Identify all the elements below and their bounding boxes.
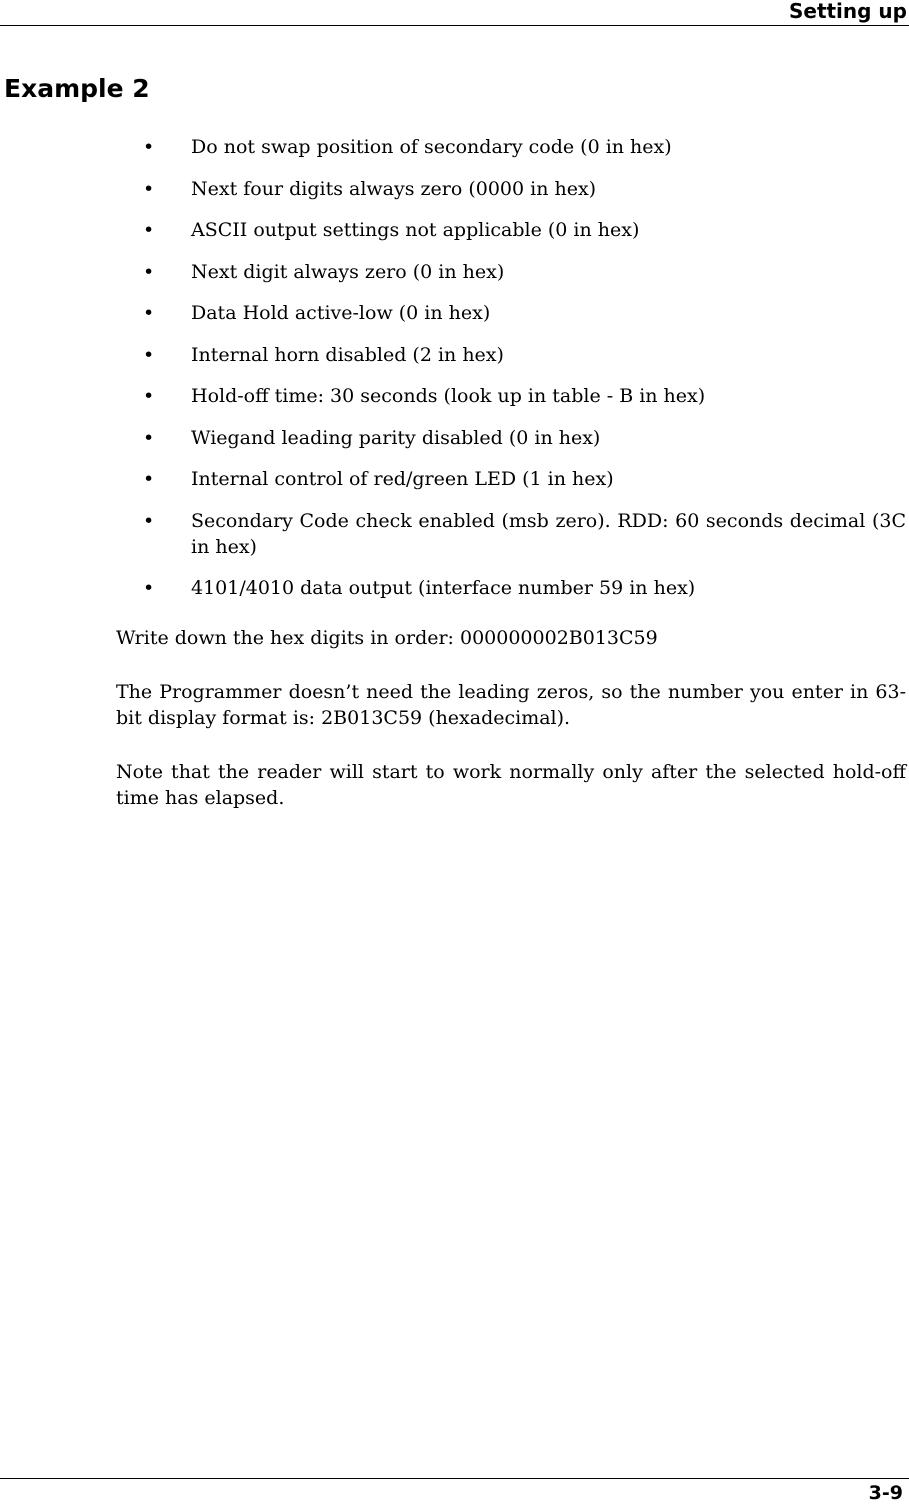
list-item-text: Internal horn disabled (2 in hex) <box>191 343 504 366</box>
bullet-icon: • <box>143 385 155 407</box>
list-item-text: Secondary Code check enabled (msb zero). RDD: 60 seconds decimal (3C in hex) <box>191 509 906 558</box>
list-item <box>0 259 906 285</box>
list-item <box>0 134 906 160</box>
bullet-icon: • <box>143 468 155 490</box>
list-item-text: Next four digits always zero (0000 in hex) <box>191 177 597 200</box>
list-item-text: Hold-off time: 30 seconds (look up in table - B in hex) <box>191 385 706 407</box>
bullet-icon: • <box>143 426 155 449</box>
list-item-text: Next digit always zero (0 in hex) <box>191 260 505 283</box>
bullet-icon: • <box>143 136 155 158</box>
hex-digits-paragraph: Write down the hex digits in order: 000000002B013C59 <box>116 627 658 649</box>
list-item <box>0 383 906 409</box>
list-item <box>0 300 906 326</box>
list-item <box>0 176 906 202</box>
list-item-text: ASCII output settings not applicable (0 in hex) <box>191 219 640 241</box>
programmer-entry-paragraph: The Programmer doesn’t need the leading zeros, so the number you enter in 63-bit display format is: 2B013C59 (hexadecimal). <box>116 681 906 729</box>
header-divider <box>0 25 909 26</box>
settings-list <box>0 134 909 617</box>
bullet-icon: • <box>143 302 155 324</box>
list-item-text: Data Hold active-low (0 in hex) <box>191 302 491 324</box>
list-item <box>0 466 906 492</box>
footer-divider <box>0 1478 909 1479</box>
bullet-icon: • <box>143 343 155 366</box>
bullet-icon: • <box>143 509 155 532</box>
list-item <box>0 217 906 243</box>
list-item-text: Internal control of red/green LED (1 in hex) <box>191 468 614 490</box>
running-header: Setting up <box>788 0 907 23</box>
list-item <box>0 425 906 451</box>
list-item-text: Wiegand leading parity disabled (0 in hex) <box>191 426 601 449</box>
page-number: 3-9 <box>868 1482 903 1504</box>
section-title: Example 2 <box>4 74 150 103</box>
bullet-icon: • <box>143 577 155 599</box>
list-item-text: Do not swap position of secondary code (0 in hex) <box>191 136 672 158</box>
list-item <box>0 508 906 560</box>
hold-off-note-paragraph: Note that the reader will start to work normally only after the selected hold-off time has elapsed. <box>116 761 906 809</box>
bullet-icon: • <box>143 219 155 241</box>
list-item <box>0 575 906 601</box>
list-item <box>0 342 906 368</box>
bullet-icon: • <box>143 177 155 200</box>
list-item-text: 4101/4010 data output (interface number 59 in hex) <box>191 577 696 599</box>
bullet-icon: • <box>143 260 155 283</box>
